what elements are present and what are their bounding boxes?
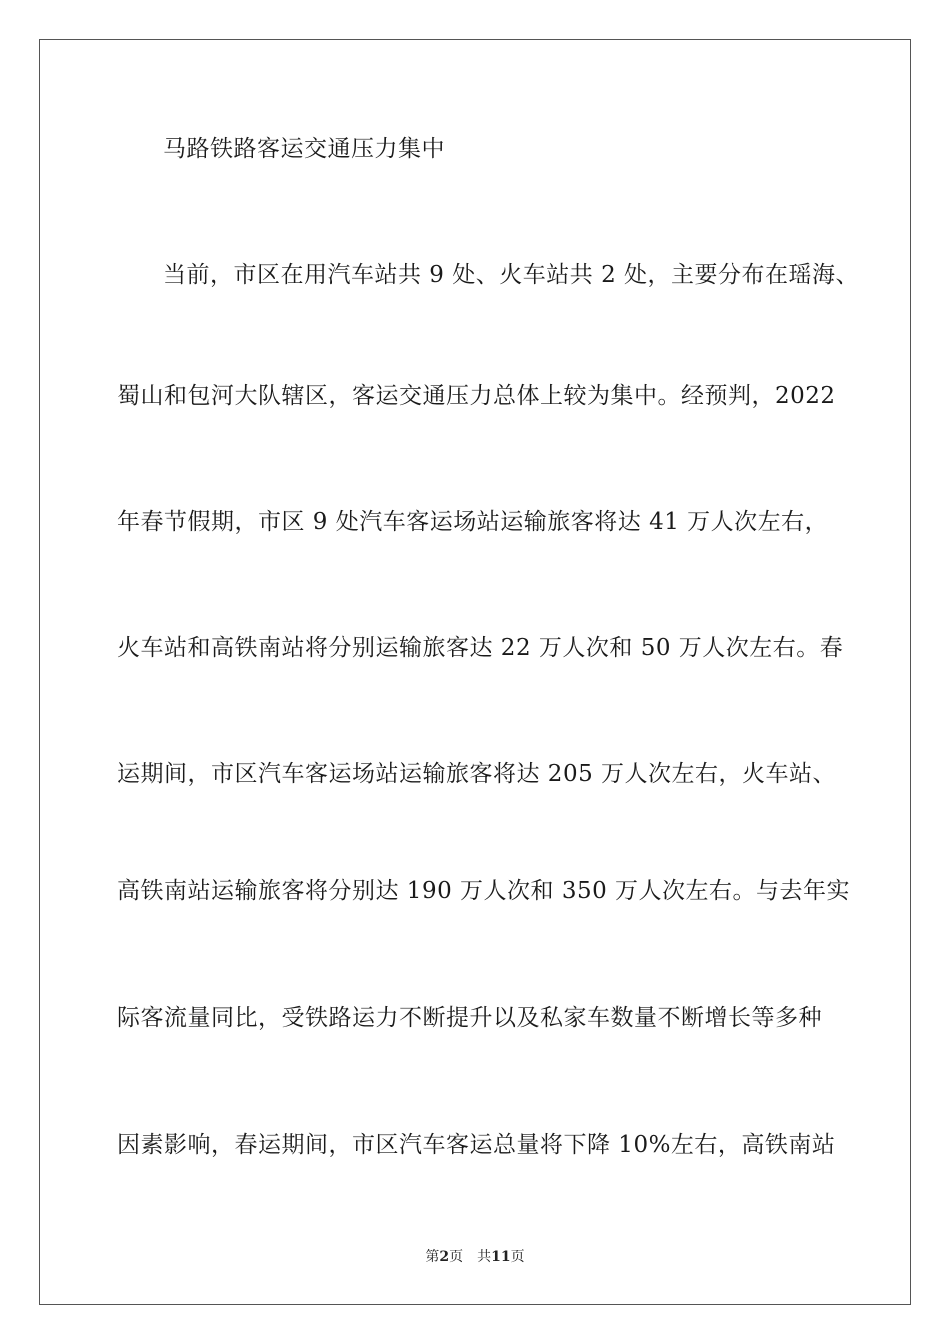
total-pages-number: 11 [491,1249,511,1265]
paragraph-line-2: 蜀山和包河大队辖区，客运交通压力总体上较为集中。经预判，2022 [117,383,836,409]
section-heading: 马路铁路客运交通压力集中 [163,136,445,162]
total-pages-suffix: 页 [510,1249,525,1265]
page-number-prefix: 第 [425,1249,440,1265]
paragraph-line-5: 运期间，市区汽车客运场站运输旅客将达 205 万人次左右，火车站、 [117,761,837,787]
paragraph-line-6: 高铁南站运输旅客将分别达 190 万人次和 350 万人次左右。与去年实 [117,878,851,904]
paragraph-line-4: 火车站和高铁南站将分别运输旅客达 22 万人次和 50 万人次左右。春 [117,635,844,661]
paragraph-line-7: 际客流量同比，受铁路运力不断提升以及私家车数量不断增长等多种 [117,1005,822,1031]
paragraph-line-1: 当前，市区在用汽车站共 9 处、火车站共 2 处，主要分布在瑶海、 [163,262,860,288]
paragraph-line-3: 年春节假期，市区 9 处汽车客运场站运输旅客将达 41 万人次左右， [117,509,829,535]
paragraph-line-8: 因素影响，春运期间，市区汽车客运总量将下降 10%左右，高铁南站 [117,1132,836,1158]
page-border [39,39,911,1305]
page-number-suffix: 页 [449,1249,464,1265]
total-pages-prefix: 共 [477,1249,492,1265]
page-footer [0,1248,950,1266]
current-page-number: 2 [439,1249,450,1265]
